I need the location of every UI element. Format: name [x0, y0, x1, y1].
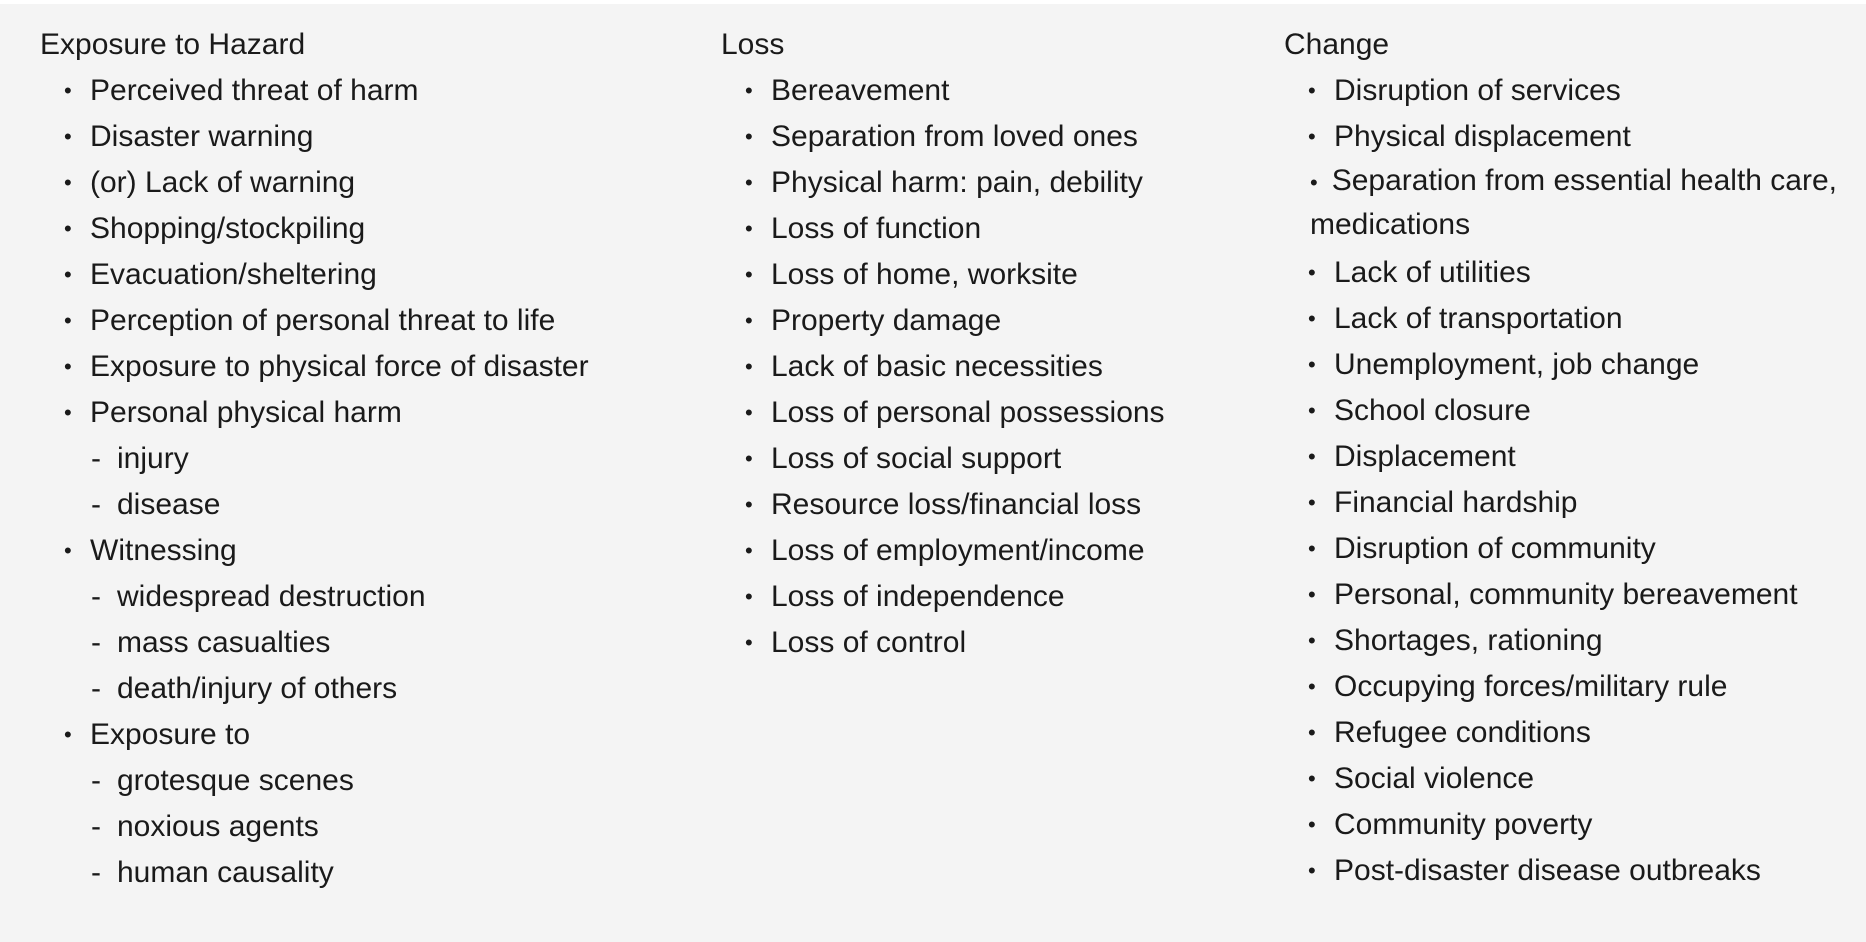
bullet-marker: •: [745, 262, 753, 287]
table-panel: [0, 4, 1866, 942]
list-item: [721, 114, 1261, 160]
bullet-marker: •: [1308, 306, 1316, 331]
item-text: Loss of employment/income: [771, 534, 1145, 567]
list-item: [1284, 342, 1864, 388]
sub-list-item: [40, 758, 680, 804]
list-item: [40, 390, 680, 436]
sub-list-item: [40, 666, 680, 712]
list-item: [1284, 710, 1864, 756]
item-text: Exposure to physical force of disaster: [90, 350, 589, 383]
dash-marker: -: [91, 488, 101, 521]
bullet-marker: •: [745, 400, 753, 425]
bullet-marker: •: [745, 308, 753, 333]
item-text: Evacuation/sheltering: [90, 258, 377, 291]
item-text: Loss of home, worksite: [771, 258, 1078, 291]
list-item: [1284, 68, 1864, 114]
list-item: [1284, 388, 1864, 434]
item-text: Shortages, rationing: [1334, 624, 1603, 657]
sub-list-item: [40, 804, 680, 850]
list-item: [40, 114, 680, 160]
sub-list-item: [40, 436, 680, 482]
column-loss: [721, 22, 1261, 666]
item-list: [1284, 68, 1864, 894]
list-item: [1284, 756, 1864, 802]
bullet-marker: •: [1308, 444, 1316, 469]
item-text: Resource loss/financial loss: [771, 488, 1142, 521]
list-item: [1284, 572, 1864, 618]
list-item: [721, 390, 1261, 436]
item-text: Bereavement: [771, 74, 950, 107]
item-text: Lack of utilities: [1334, 256, 1531, 289]
column-title: Change: [1284, 28, 1390, 61]
bullet-marker: •: [1308, 78, 1316, 103]
bullet-marker: •: [1308, 352, 1316, 377]
item-text: human causality: [117, 856, 334, 889]
item-text: injury: [117, 442, 189, 475]
list-item: [40, 160, 680, 206]
item-list: [721, 68, 1261, 666]
item-text: Occupying forces/military rule: [1334, 670, 1728, 703]
item-text: Property damage: [771, 304, 1002, 337]
item-text: Personal physical harm: [90, 396, 402, 429]
item-text: Disruption of community: [1334, 532, 1656, 565]
dash-marker: -: [91, 810, 101, 843]
bullet-marker: •: [1308, 674, 1316, 699]
item-text: Physical displacement: [1334, 120, 1631, 153]
item-text: mass casualties: [117, 626, 331, 659]
item-text: Perception of personal threat to life: [90, 304, 556, 337]
sub-list-item: [40, 620, 680, 666]
dash-marker: -: [91, 672, 101, 705]
bullet-marker: •: [745, 446, 753, 471]
bullet-marker: •: [745, 538, 753, 563]
item-text: Post-disaster disease outbreaks: [1334, 854, 1761, 887]
list-item: [40, 528, 680, 574]
bullet-marker: •: [1308, 858, 1316, 883]
item-text: noxious agents: [117, 810, 319, 843]
list-item: [721, 528, 1261, 574]
list-item: [721, 252, 1261, 298]
list-item: [40, 206, 680, 252]
list-item: [721, 574, 1261, 620]
list-item: [721, 482, 1261, 528]
item-text: Loss of control: [771, 626, 967, 659]
item-text: Lack of transportation: [1334, 302, 1623, 335]
list-item: [721, 620, 1261, 666]
bullet-marker: •: [1308, 398, 1316, 423]
column-title: Exposure to Hazard: [40, 28, 306, 61]
column-change: [1284, 22, 1864, 894]
bullet-marker: •: [64, 538, 72, 563]
list-item: [1284, 526, 1864, 572]
bullet-marker: •: [1308, 628, 1316, 653]
item-text: Perceived threat of harm: [90, 74, 419, 107]
bullet-marker: •: [1308, 812, 1316, 837]
list-item: [40, 344, 680, 390]
sub-list-item: [40, 482, 680, 528]
item-text: Refugee conditions: [1334, 716, 1591, 749]
list-item: [40, 298, 680, 344]
bullet-marker: •: [745, 492, 753, 517]
item-text: Physical harm: pain, debility: [771, 166, 1143, 199]
list-item: [1284, 114, 1864, 160]
item-text: Displacement: [1334, 440, 1516, 473]
bullet-marker: •: [64, 262, 72, 287]
bullet-marker: •: [64, 400, 72, 425]
list-item: [1284, 434, 1864, 480]
item-text: Personal, community bereavement: [1334, 578, 1798, 611]
dash-marker: -: [91, 442, 101, 475]
bullet-marker: •: [745, 216, 753, 241]
item-text: Loss of function: [771, 212, 982, 245]
column-exposure-to-hazard: [40, 22, 680, 896]
item-text: Social violence: [1334, 762, 1535, 795]
dash-marker: -: [91, 764, 101, 797]
list-item: [721, 68, 1261, 114]
item-text: Separation from essential health care, medications: [1310, 164, 1837, 241]
list-item: [1284, 250, 1864, 296]
item-list: [40, 68, 680, 896]
item-text: Community poverty: [1334, 808, 1593, 841]
item-text: (or) Lack of warning: [90, 166, 356, 199]
item-text: widespread destruction: [117, 580, 426, 613]
list-item: [1284, 296, 1864, 342]
bullet-marker: •: [64, 78, 72, 103]
bullet-marker: •: [1308, 124, 1316, 149]
list-item: [1284, 802, 1864, 848]
list-item: [721, 344, 1261, 390]
item-text: Exposure to: [90, 718, 251, 751]
list-item: [40, 252, 680, 298]
list-item: [1284, 160, 1864, 246]
bullet-marker: •: [745, 354, 753, 379]
item-text: Lack of basic necessities: [771, 350, 1103, 383]
dash-marker: -: [91, 626, 101, 659]
list-item: [1284, 480, 1864, 526]
list-item: [721, 436, 1261, 482]
item-text: disease: [117, 488, 221, 521]
item-text: grotesque scenes: [117, 764, 354, 797]
bullet-marker: •: [64, 124, 72, 149]
list-item: [1284, 848, 1864, 894]
item-text: Loss of independence: [771, 580, 1065, 613]
item-text: Disaster warning: [90, 120, 314, 153]
list-item: [721, 160, 1261, 206]
column-title: Loss: [721, 28, 785, 61]
bullet-marker: •: [64, 722, 72, 747]
item-text: Disruption of services: [1334, 74, 1621, 107]
bullet-marker: •: [64, 170, 72, 195]
item-text: Separation from loved ones: [771, 120, 1138, 153]
item-text: Loss of social support: [771, 442, 1062, 475]
bullet-marker: •: [1308, 490, 1316, 515]
bullet-marker: •: [1308, 720, 1316, 745]
list-item: [721, 206, 1261, 252]
bullet-marker: •: [1308, 536, 1316, 561]
bullet-marker: •: [745, 78, 753, 103]
item-text: Witnessing: [90, 534, 237, 567]
bullet-marker: •: [1310, 170, 1318, 195]
bullet-marker: •: [1308, 766, 1316, 791]
bullet-marker: •: [745, 630, 753, 655]
list-item: [40, 68, 680, 114]
item-text: Shopping/stockpiling: [90, 212, 366, 245]
bullet-marker: •: [745, 584, 753, 609]
dash-marker: -: [91, 856, 101, 889]
item-text: death/injury of others: [117, 672, 398, 705]
dash-marker: -: [91, 580, 101, 613]
item-text: Unemployment, job change: [1334, 348, 1700, 381]
item-text: Loss of personal possessions: [771, 396, 1165, 429]
list-item: [1284, 618, 1864, 664]
bullet-marker: •: [1308, 260, 1316, 285]
bullet-marker: •: [1308, 582, 1316, 607]
bullet-marker: •: [64, 216, 72, 241]
bullet-marker: •: [745, 170, 753, 195]
list-item: [1284, 664, 1864, 710]
bullet-marker: •: [64, 308, 72, 333]
bullet-marker: •: [745, 124, 753, 149]
sub-list-item: [40, 850, 680, 896]
list-item: [721, 298, 1261, 344]
list-item: [40, 712, 680, 758]
item-text: School closure: [1334, 394, 1531, 427]
item-text: Financial hardship: [1334, 486, 1578, 519]
bullet-marker: •: [64, 354, 72, 379]
sub-list-item: [40, 574, 680, 620]
